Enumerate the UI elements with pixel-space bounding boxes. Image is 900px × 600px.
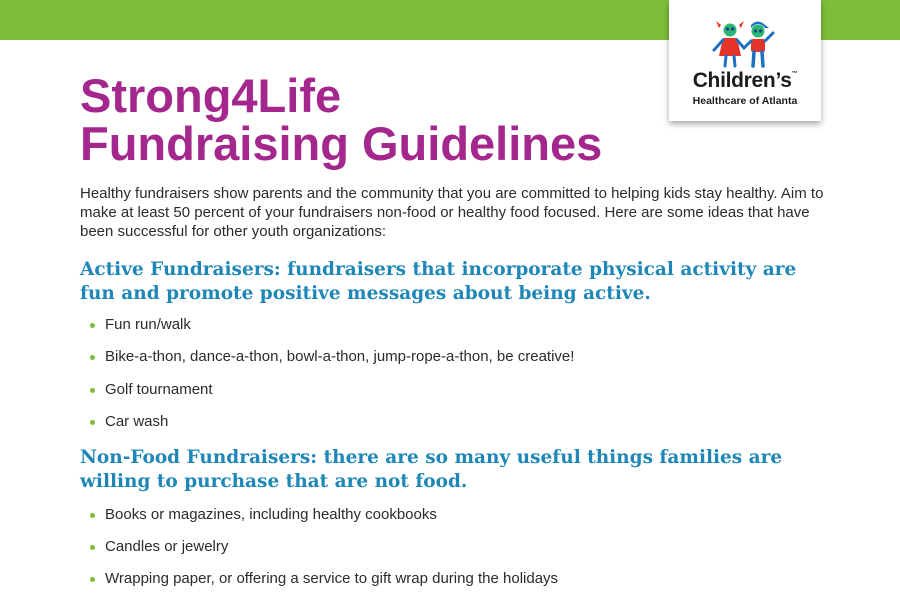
bullet-dot-icon <box>90 388 95 393</box>
bullet-dot-icon <box>90 577 95 582</box>
title-line-2: Fundraising Guidelines <box>80 117 603 170</box>
section-heading-active: Active Fundraisers: fundraisers that incorporate physical activity are fun and promote positive messages about being active. <box>80 259 797 304</box>
document-page: Children’s™ Healthcare of Atlanta Strong4Life Fundraising Guidelines Healthy fundraisers show parents and the community that you are committed to helping kids stay healthy. Aim to make at least 50 percent of your fundraisers non-food or healthy food focused. Here are some ideas that have been successful for other youth organizations: Active Fundraisers: fundraisers that incorporate physical activity are fun and promote positive messages about being active. Fun run/walk Bike-a-thon, dance-a-thon, bowl-a-thon, jump-rope-a-thon, be creative! Golf tournament Car wash Non-Food Fundraisers: there are so many useful things families are willing to purchase that are not food. Books or magazines, including healthy cookbooks Candles or jewelry Wrapping paper, or offering a service to gift wrap during the holidays <box>0 0 900 600</box>
title-line-1: Strong4Life <box>80 69 342 122</box>
intro-paragraph: Healthy fundraisers show parents and the community that you are committed to helping kids stay healthy. Aim to make at least 50 percent of your fundraisers non-food or healthy food focused. Here are some ideas that have been successful for other youth organizations: <box>80 185 824 240</box>
bullet-dot-icon <box>90 420 95 425</box>
bullet-dot-icon <box>90 545 95 550</box>
logo-subtitle: Healthcare of Atlanta <box>692 95 798 107</box>
section-heading-non-food: Non-Food Fundraisers: there are so many useful things families are willing to purchase that are not food. <box>80 447 783 492</box>
bullet-dot-icon <box>90 323 95 328</box>
logo-wordmark: Children’s™ <box>692 69 798 92</box>
bullet-dot-icon <box>90 513 95 518</box>
kids-holding-hands-icon <box>711 20 777 70</box>
childrens-logo <box>669 0 821 121</box>
bullet-dot-icon <box>90 355 95 360</box>
page-title <box>80 69 603 170</box>
